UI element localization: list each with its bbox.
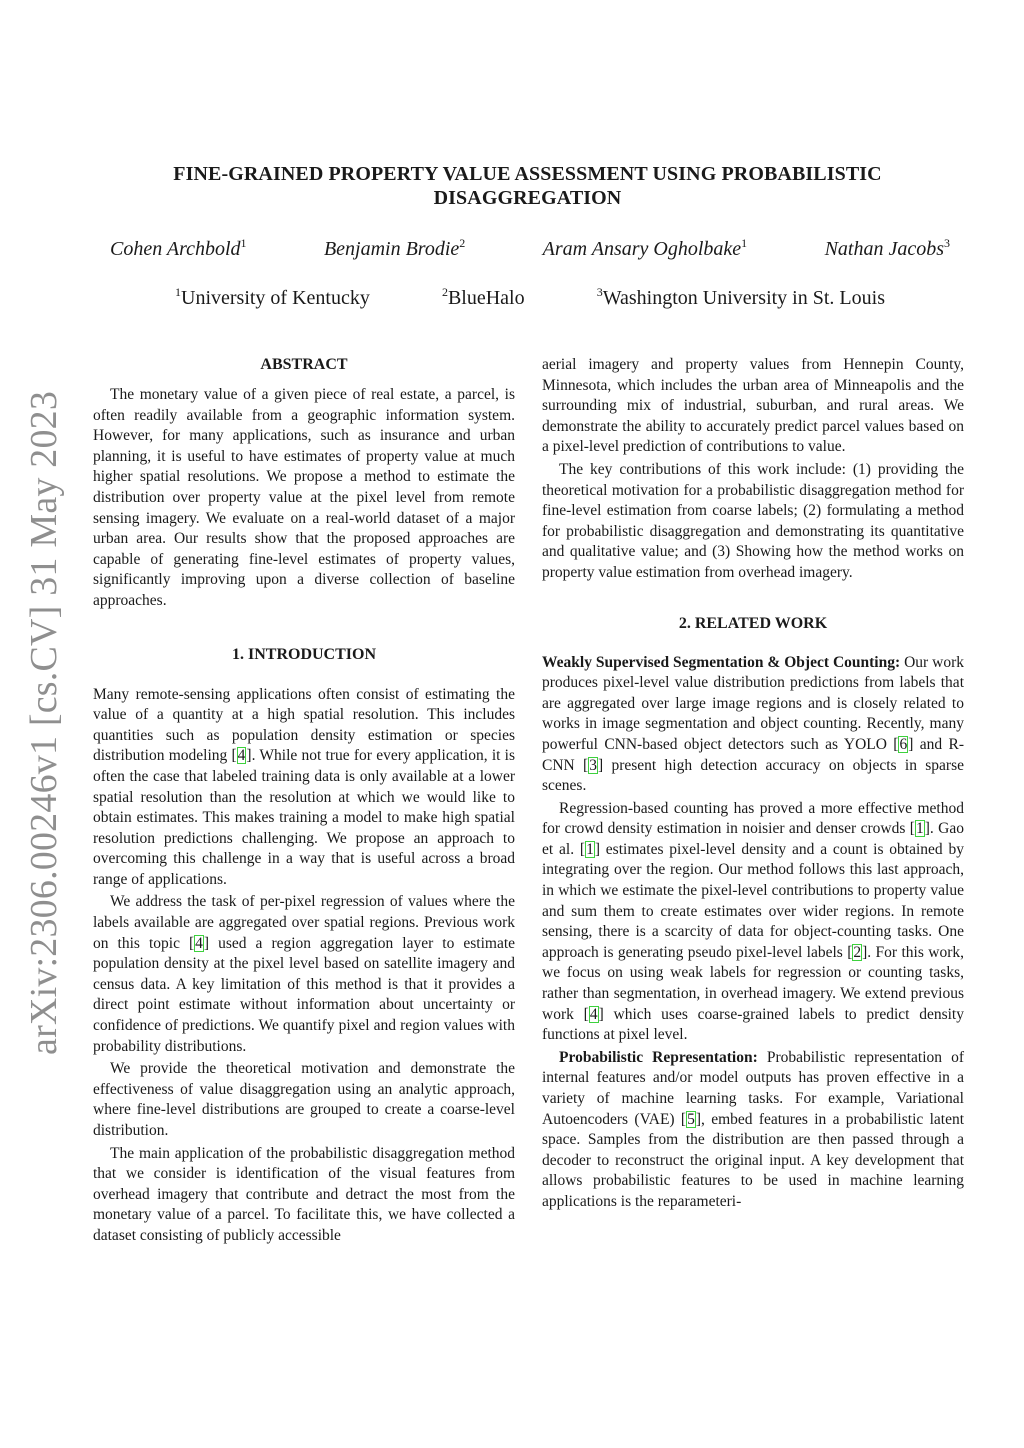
introduction-heading: 1. INTRODUCTION (231, 645, 376, 663)
related-work-heading: 2. RELATED WORK (678, 614, 828, 632)
citation-link[interactable]: 4 (237, 747, 246, 765)
author: Cohen Archbold$^1$ (110, 236, 247, 260)
citation-link[interactable]: 3 (589, 756, 597, 774)
author: Aram Ansary Ogholbake$^1$ (542, 236, 748, 260)
contributions-paragraph: The key contributions of this work include: (1) providing the theoretical motivation for a probabilistic disaggregation method for fine-level estimation from coarse labels; (2) formulating a method for probabilistic disaggregation and demonstrating its quantitative and qualitative value; and (3) Showing how the method works on property value estimation from overhead imagery. (542, 460, 964, 581)
author-list (110, 236, 950, 261)
paper-title (100, 162, 955, 210)
affiliation: $^3$Washington University in St. Louis (596, 285, 885, 309)
affiliation: $^1$University of Kentucky (175, 285, 370, 309)
intro-continuation: aerial imagery and property values from Hennepin County, Minnesota, which includes the urban area of Minneapolis and the surrounding mix of industrial, suburban, and rural areas. We demonstrate the ability to accurately predict parcel values based on a pixel-level prediction of contributions to value. (542, 356, 964, 456)
title-line-2: DISAGGREGATION (433, 187, 622, 209)
author: Nathan Jacobs$^3$ (824, 236, 950, 260)
citation-link[interactable]: 1 (915, 820, 924, 838)
related-paragraph: Weakly Supervised Segmentation & Object Counting: Our work produces pixel-level value distribution predictions from labels that are aggregated over large image regions and is closely related to works in image segmentation and object counting. Recently, many powerful CNN-based object detectors such as YOLO [6] and R-CNN [3] present high detection accuracy on objects in sparse scenes. (542, 653, 964, 795)
citation-link[interactable]: 2 (853, 943, 862, 961)
citation-link[interactable]: 6 (899, 735, 908, 753)
citation-link[interactable]: 4 (195, 934, 203, 952)
related-paragraph: Regression-based counting has proved a more effective method for crowd density estimation in noisier and denser crowds [1]. Gao et al. [1] estimates pixel-level density and a count is obtained by integrating over the region. Our method follows this last approach, in which we estimate the pixel-level contributions to property value and sum them to create estimates over wider regions. In remote sensing, there is a scarcity of data for object-counting tasks. One approach is generating pseudo pixel-level labels [2]. For this work, we focus on using weak labels for regression or counting tasks, rather than segmentation, in overhead imagery. We extend previous work [4] which uses coarse-grained labels to predict density functions at pixel level. (542, 799, 964, 1044)
affiliation-list (175, 285, 885, 310)
title-line-1: FINE-GRAINED PROPERTY VALUE ASSESSMENT USING PROBABILISTIC (173, 163, 882, 185)
abstract-heading: ABSTRACT (260, 356, 348, 373)
citation-link[interactable]: 5 (687, 1110, 695, 1128)
author: Benjamin Brodie$^2$ (323, 236, 466, 260)
intro-paragraph: We address the task of per-pixel regression of values where the labels available are aggregated over spatial regions. Previous work on this topic [4] used a region aggregation layer to estimate population density at the pixel level based on satellite imagery and census data. A key limitation of this method is that it provides a direct point estimate without information about uncertainty or confidence of predictions. We quantify pixel and region values with probability distributions. (93, 893, 516, 1055)
affiliation: $^2$BlueHalo (441, 285, 525, 309)
left-column (93, 355, 515, 1247)
related-paragraph: Probabilistic Representation: Probabilistic representation of internal features and/or model outputs has proven effective in a variety of machine learning tasks. For example, Variational Autoencoders (VAE) [5], embed features in a probabilistic latent space. Samples from the distribution are then passed through a decoder to reconstruct the original input. A key development that allows probabilistic features to be used in machine learning applications is the reparameteri- (542, 1048, 965, 1210)
intro-paragraph: The main application of the probabilistic disaggregation method that we consider is identification of the visual features from overhead imagery that contribute and detract the most from the monetary value of a parcel. To facilitate this, we have collected a dataset consisting of publicly accessible (93, 1144, 515, 1244)
intro-paragraph: We provide the theoretical motivation and demonstrate the effectiveness of value disaggregation using an analytic approach, where fine-level distributions are grouped to create a coarse-level distribution. (93, 1060, 515, 1139)
abstract-text: The monetary value of a given piece of real estate, a parcel, is often readily available from a geographic information system. However, for many applications, such as insurance and urban planning, it is useful to have estimates of property value at much higher spatial resolutions. We propose a method to estimate the distribution over property value at the pixel level from remote sensing imagery. We evaluate on a real-world dataset of a major urban area. Our results show that the proposed approaches are capable of generating fine-level estimates of property values, significantly improving upon a diverse collection of baseline approaches. (93, 386, 515, 609)
right-column (542, 355, 964, 1213)
citation-link[interactable]: 4 (589, 1005, 598, 1023)
citation-link[interactable]: 1 (586, 840, 594, 858)
intro-paragraph: Many remote-sensing applications often consist of estimating the value of a quantity at a high spatial resolution. This includes quantities such as population density estimation or species distribution modeling [4]. While not true for every application, it is often the case that labeled training data is only available at a lower spatial resolution than the resolution at which we would like to obtain estimates. This makes training a model to make high spatial resolution predictions challenging. We propose an approach to overcoming this challenge in a way that is useful across a broad range of applications. (93, 685, 515, 888)
arxiv-identifier: arXiv:2306.00246v1 [cs.CV] 31 May 2023 (23, 390, 65, 1055)
